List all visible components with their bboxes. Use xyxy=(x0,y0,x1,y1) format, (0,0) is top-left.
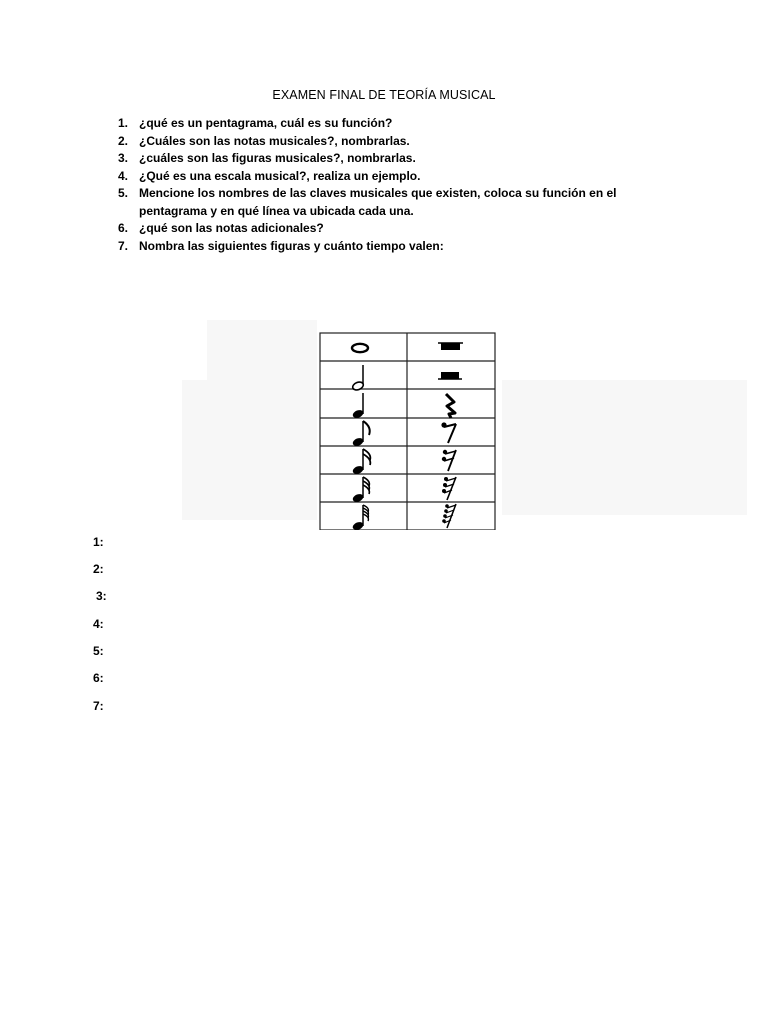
question-item xyxy=(108,238,668,256)
question-number: 6. xyxy=(117,221,128,235)
thirty-second-rest-icon xyxy=(442,477,456,500)
question-list xyxy=(108,115,668,255)
whole-note-icon xyxy=(352,344,368,352)
answer-label-2: 2: xyxy=(93,562,104,576)
question-number: 5. xyxy=(117,186,128,200)
sixty-fourth-note-icon xyxy=(352,505,369,530)
question-text: Nombra las siguientes figuras y cuánto tiempo valen: xyxy=(139,238,444,253)
question-item xyxy=(108,115,668,133)
note-figures-table xyxy=(182,320,752,530)
question-number: 3. xyxy=(117,151,128,165)
question-item xyxy=(108,168,668,186)
question-item xyxy=(108,133,668,151)
sixteenth-rest-icon xyxy=(442,450,456,471)
question-item xyxy=(108,185,668,220)
sixteenth-note-icon xyxy=(352,449,371,475)
question-number: 2. xyxy=(117,133,128,148)
answer-label-3: 3: xyxy=(96,589,107,603)
question-text: ¿qué es un pentagrama, cuál es su función? xyxy=(139,116,393,130)
half-note-icon xyxy=(352,365,365,391)
page-title: EXAMEN FINAL DE TEORÍA MUSICAL xyxy=(272,88,496,102)
question-item xyxy=(108,220,668,238)
eighth-note-icon xyxy=(352,421,370,447)
question-text: ¿Cuáles son las notas musicales?, nombrarlas. xyxy=(139,133,410,148)
question-item xyxy=(108,150,668,168)
thirty-second-note-icon xyxy=(352,477,370,503)
half-rest-icon xyxy=(438,372,462,379)
answer-label-6: 6: xyxy=(93,671,104,685)
question-text: ¿cuáles son las figuras musicales?, nombrarlas. xyxy=(139,151,416,165)
question-number: 7. xyxy=(117,238,128,253)
quarter-rest-icon xyxy=(446,394,455,418)
question-text: ¿qué son las notas adicionales? xyxy=(139,221,324,235)
whole-rest-icon xyxy=(438,343,463,350)
question-number: 4. xyxy=(117,168,128,183)
answer-label-4: 4: xyxy=(93,617,104,631)
quarter-note-icon xyxy=(352,393,365,419)
question-text: Mencione los nombres de las claves musicales que existen, coloca su función en el pentagrama y en qué línea va ubicada cada una. xyxy=(139,186,617,218)
answer-label-1: 1: xyxy=(93,535,104,549)
note-figures-image xyxy=(182,320,752,530)
eighth-rest-icon xyxy=(441,422,456,443)
question-text: ¿Qué es una escala musical?, realiza un ejemplo. xyxy=(139,168,421,183)
answer-label-7: 7: xyxy=(93,699,104,713)
answer-label-5: 5: xyxy=(93,644,104,658)
sixty-fourth-rest-icon xyxy=(442,504,456,528)
question-number: 1. xyxy=(117,116,128,130)
